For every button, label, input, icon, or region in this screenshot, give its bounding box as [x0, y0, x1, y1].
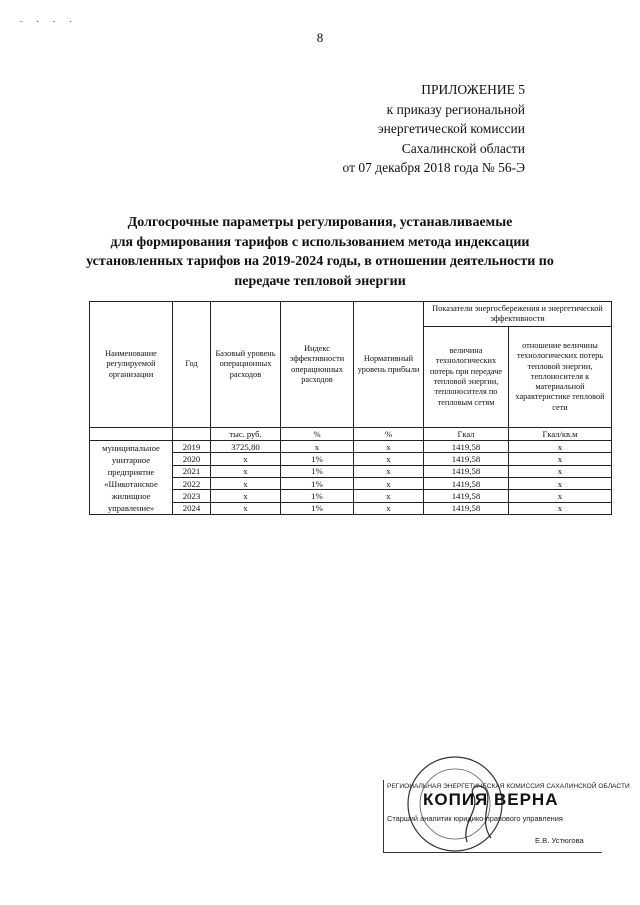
header-ratio: отношение величины технологических потерь тепловой энергии, теплоносителя к материальной характеристике тепловой сети [509, 327, 612, 428]
profit-cell: х [354, 441, 424, 453]
base-cell: х [211, 477, 281, 489]
profit-cell: х [354, 477, 424, 489]
ratio-cell: х [509, 465, 612, 477]
index-cell: 1% [281, 490, 354, 502]
losses-cell: 1419,58 [424, 502, 509, 514]
appendix-date: от 07 декабря 2018 года № 56-Э [342, 160, 525, 175]
profit-cell: х [354, 490, 424, 502]
certification-stamp [383, 752, 630, 856]
year-cell: 2021 [173, 465, 211, 477]
base-cell: х [211, 465, 281, 477]
base-cell: х [211, 490, 281, 502]
ratio-cell: х [509, 477, 612, 489]
profit-cell: х [354, 502, 424, 514]
header-profit-level: Нормативный уровень прибыли [354, 302, 424, 428]
unit-losses: Гкал [424, 428, 509, 441]
title-line: установленных тарифов на 2019-2024 годы, в отношении деятельности по [86, 254, 554, 269]
index-cell: 1% [281, 453, 354, 465]
header-efficiency-index: Индекс эффективности операционных расходов [281, 302, 354, 428]
header-year: Год [173, 302, 211, 428]
losses-cell: 1419,58 [424, 490, 509, 502]
ratio-cell: х [509, 502, 612, 514]
title-line: передаче тепловой энергии [234, 273, 406, 289]
ratio-cell: х [509, 441, 612, 453]
base-cell: х [211, 502, 281, 514]
stamp-signatory-name: Е.В. Устюгова [535, 836, 584, 845]
header-energy-group: Показатели энергосбережения и энергетической эффективности [424, 302, 612, 327]
unit-cell [173, 428, 211, 441]
header-organization: Наименование регулируемой организации [90, 302, 173, 428]
losses-cell: 1419,58 [424, 477, 509, 489]
regulation-parameters-table [89, 301, 612, 515]
losses-cell: 1419,58 [424, 441, 509, 453]
scan-specks: . . . . [20, 14, 78, 24]
profit-cell: х [354, 465, 424, 477]
header-losses: величина технологических потерь при передаче тепловой энергии, теплоносителя по тепловым сетям [424, 327, 509, 428]
year-cell: 2022 [173, 477, 211, 489]
header-base-level: Базовый уровень операционных расходов [211, 302, 281, 428]
appendix-line: энергетической комиссии [377, 121, 525, 136]
appendix-line: к приказу региональной [386, 101, 525, 117]
profit-cell: х [354, 453, 424, 465]
year-cell: 2024 [173, 502, 211, 514]
table-row [90, 441, 612, 453]
ratio-cell: х [509, 453, 612, 465]
stamp-copy-verified: КОПИЯ ВЕРНА [423, 790, 559, 809]
year-cell: 2019 [173, 441, 211, 453]
losses-cell: 1419,58 [424, 453, 509, 465]
title-line: Долгосрочные параметры регулирования, устанавливаемые [127, 215, 513, 230]
base-cell: х [211, 453, 281, 465]
unit-ratio: Гкал/кв.м [509, 428, 612, 441]
year-cell: 2020 [173, 453, 211, 465]
index-cell: 1% [281, 502, 354, 514]
title-line: для формирования тарифов с использованием метода индексации [110, 234, 530, 250]
appendix-header [343, 80, 525, 178]
ratio-cell: х [509, 490, 612, 502]
index-cell: х [281, 441, 354, 453]
losses-cell: 1419,58 [424, 465, 509, 477]
base-cell: 3725,80 [211, 441, 281, 453]
unit-profit: % [354, 428, 424, 441]
unit-index: % [281, 428, 354, 441]
appendix-line: Сахалинской области [401, 140, 525, 156]
index-cell: 1% [281, 477, 354, 489]
year-cell: 2023 [173, 490, 211, 502]
appendix-title: ПРИЛОЖЕНИЕ 5 [421, 82, 525, 97]
organization-name: муниципальное унитарное предприятие «Шикотанское жилищное управление» [90, 441, 173, 515]
unit-base: тыс. руб. [211, 428, 281, 441]
index-cell: 1% [281, 465, 354, 477]
page-number: 8 [316, 30, 324, 45]
document-title [60, 213, 580, 291]
stamp-org-line: РЕГИОНАЛЬНАЯ ЭНЕРГЕТИЧЕСКАЯ КОМИССИЯ САХАЛИНСКОЙ ОБЛАСТИ [387, 783, 630, 790]
unit-cell [90, 428, 173, 441]
stamp-position-line: Старший аналитик юридико-правового управления [387, 814, 563, 823]
